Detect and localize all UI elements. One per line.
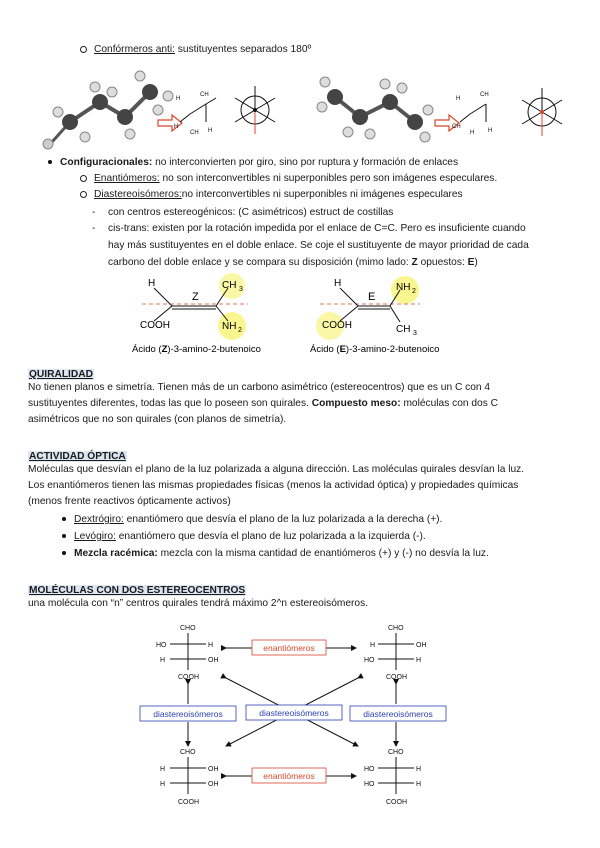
- svg-text:H: H: [176, 96, 181, 102]
- levogiro-label: Levógiro:: [74, 531, 116, 542]
- ball-and-stick-right: [317, 77, 433, 142]
- br-ho2: HO: [364, 781, 375, 788]
- sub1-text: con centros estereogénicos: (C asimétricos) estruct de costillas: [108, 207, 394, 218]
- quiralidad-line2: [28, 396, 498, 411]
- newman-right: [522, 88, 562, 136]
- actividad-line1: Moléculas que desvían el plano de la luz polarizada a alguna dirección. Las moléculas quirales desvían la luz.: [28, 464, 525, 475]
- sub2-line1: cis-trans: existen por la rotación impedida por el enlace de C=C. Pero es insuficiente cuando: [108, 223, 526, 234]
- enantiomeros-text: no son interconvertibles ni superponibles pero son imágenes especulares.: [159, 173, 498, 184]
- mezcla-racemica-line: [62, 546, 489, 561]
- conformeros-anti-text: sustituyentes separados 180º: [174, 44, 312, 55]
- bl-h1: H: [160, 766, 166, 773]
- dot-bullet-icon: [62, 534, 66, 538]
- e-cooh: COOH: [322, 320, 352, 331]
- dextrogiro-line: [62, 512, 442, 527]
- svg-text:H: H: [488, 128, 493, 134]
- bl-cho: CHO: [180, 749, 196, 756]
- tr-h2: H: [416, 657, 422, 664]
- conformeros-anti-label: Confórmeros anti:: [94, 44, 175, 55]
- configuracionales-text: no interconvierten por giro, sino por ruptura y formación de enlaces: [152, 157, 459, 168]
- z-nh2-sub: 2: [238, 327, 242, 334]
- levogiro-text: enantiómero que desvía el plano de luz polarizada a la izquierda (-).: [115, 531, 426, 542]
- e-nh2: NH: [396, 282, 411, 293]
- configuracionales-label: Configuracionales:: [60, 157, 153, 168]
- tl-h1: H: [208, 642, 214, 649]
- diastereo-label: Diastereoisómeros:: [94, 189, 182, 200]
- quiralidad-line1: No tienen planos e simetría. Tienen más de un carbono asimétrico (estereocentros) que es un C con 4: [28, 382, 491, 393]
- diastereo-label-left: diastereoisómeros: [153, 709, 223, 719]
- tl-oh: OH: [208, 657, 219, 664]
- diastereo-text: no interconvertibles ni superponibles ni imágenes especulares: [181, 189, 463, 200]
- e-letter: E: [368, 291, 376, 303]
- z-ch3-sub: 3: [239, 286, 243, 293]
- sawhorse-left: [174, 92, 216, 136]
- enantiomeros-label-top: enantiómeros: [263, 643, 315, 653]
- dos-estereo-line1: una molécula con “n” centros quirales tendrá máximo 2^n estereoisómeros.: [28, 598, 368, 609]
- z-nh2: NH: [222, 321, 237, 332]
- dos-estereo-heading-text: MOLÉCULAS CON DOS ESTEREOCENTROS: [29, 585, 246, 596]
- bl-oh2: OH: [208, 781, 219, 788]
- quiralidad-heading-text: QUIRALIDAD: [29, 369, 93, 380]
- dot-bullet-icon: [62, 517, 66, 521]
- enantiomeros-line: [80, 171, 497, 186]
- tl-ho: HO: [156, 642, 167, 649]
- br-h2: H: [416, 781, 422, 788]
- enantiomeros-label: Enantiómeros:: [94, 173, 160, 184]
- dextrogiro-text: enantiómero que desvía el plano de la luz polarizada a la derecha (+).: [123, 514, 443, 525]
- br-cooh: COOH: [386, 799, 407, 806]
- sub2-line3-a: carbono del doble enlace y se compara su disposición (mimo lado:: [108, 257, 412, 268]
- actividad-line2: Los enantiómeros tienen las mismas propiedades físicas (menos la actividad óptica) y propiedades químicas: [28, 480, 519, 491]
- quiralidad-line3: asimétricos que no son quirales (con planos de simetría).: [28, 414, 287, 425]
- levogiro-line: [62, 529, 426, 544]
- diastereo-label-center: diastereoisómeros: [259, 708, 329, 718]
- enantiomeros-label-bottom: enantiómeros: [263, 771, 315, 781]
- mezcla-racemica-text: mezcla con la misma cantidad de enantiómeros (+) y (-) no desvía la luz.: [157, 548, 489, 559]
- ball-and-stick-left: [43, 71, 173, 149]
- tl-cooh: COOH: [178, 674, 199, 681]
- quiralidad-line2-c: moléculas con dos C: [400, 398, 499, 409]
- tr-h1: H: [370, 642, 376, 649]
- svg-text:CH: CH: [452, 124, 461, 130]
- dash-bullet: -: [92, 223, 96, 234]
- sub2-line3-e: E: [467, 257, 475, 268]
- tr-cho: CHO: [388, 625, 404, 632]
- diastereo-line: [80, 187, 463, 202]
- dextrogiro-label: Dextrógiro:: [74, 514, 124, 525]
- svg-text:CH: CH: [200, 92, 209, 98]
- e-ch3: CH: [396, 324, 411, 335]
- conformeros-anti-line: [80, 42, 311, 57]
- svg-text:H: H: [470, 130, 475, 136]
- tl-h2: H: [160, 657, 166, 664]
- e-h: H: [334, 278, 342, 289]
- sub2-line3-c: ): [474, 257, 478, 268]
- sawhorse-right: [452, 92, 492, 136]
- bl-h2: H: [160, 781, 166, 788]
- dot-bullet-icon: [62, 551, 66, 555]
- z-h: H: [148, 278, 156, 289]
- tr-oh: OH: [416, 642, 427, 649]
- z-alkene: [132, 273, 261, 355]
- tr-ho: HO: [364, 657, 375, 664]
- bl-oh1: OH: [208, 766, 219, 773]
- sub-item-cis-trans: [92, 221, 526, 236]
- configuracionales-line: [48, 155, 458, 170]
- e-ch3-sub: 3: [413, 330, 417, 337]
- quiralidad-line2-a: sustituyentes diferentes, todas las que lo poseen son quirales.: [28, 398, 312, 409]
- tr-cooh: COOH: [386, 674, 407, 681]
- br-h1: H: [416, 766, 422, 773]
- z-ch3: CH: [222, 280, 237, 291]
- conformer-illustrations: [30, 62, 590, 162]
- z-caption: Ácido (Z)-3-amino-2-butenoico: [132, 344, 261, 355]
- fischer-bottom-left: [160, 749, 219, 806]
- fischer-bottom-right: [364, 749, 421, 806]
- sub2-line2: hay más sustituyentes en el doble enlace. Se coje el sustituyente de mayor prioridad de cada: [108, 240, 529, 251]
- sub2-line3-b: opuestos:: [417, 257, 468, 268]
- e-alkene: [310, 276, 439, 355]
- actividad-line3: (menos frente reactivos ópticamente activos): [28, 496, 231, 507]
- svg-text:H: H: [456, 96, 461, 102]
- e-caption: Ácido (E)-3-amino-2-butenoico: [310, 344, 440, 355]
- fischer-top-right: [364, 625, 427, 681]
- z-cooh: COOH: [140, 320, 170, 331]
- tl-cho: CHO: [180, 625, 196, 632]
- z-letter: Z: [192, 291, 199, 303]
- sub2-line3: [108, 255, 478, 270]
- svg-text:CH: CH: [190, 130, 199, 136]
- svg-text:H: H: [174, 124, 179, 130]
- svg-text:CH: CH: [480, 92, 489, 98]
- circle-bullet-icon: [80, 46, 87, 53]
- mezcla-racemica-label: Mezcla racémica:: [74, 548, 158, 559]
- br-cho: CHO: [388, 749, 404, 756]
- sub2-line3-z: Z: [411, 257, 418, 268]
- circle-bullet-icon: [80, 175, 87, 182]
- sub-item-estereogenicos: [92, 205, 393, 220]
- z-e-alkenes-figure: [132, 276, 440, 356]
- dash-bullet: -: [92, 207, 96, 218]
- diastereo-label-right: diastereoisómeros: [363, 709, 433, 719]
- bl-cooh: COOH: [178, 799, 199, 806]
- circle-bullet-icon: [80, 191, 87, 198]
- br-ho1: HO: [364, 766, 375, 773]
- e-nh2-sub: 2: [412, 288, 416, 295]
- dot-bullet-icon: [48, 160, 52, 164]
- compuesto-meso-label: Compuesto meso:: [311, 398, 401, 409]
- fischer-top-left: [156, 625, 219, 681]
- svg-text:H: H: [208, 128, 213, 134]
- actividad-heading-text: ACTIVIDAD ÓPTICA: [29, 451, 126, 462]
- red-arrow-icon: [158, 115, 182, 131]
- newman-left: [235, 86, 275, 134]
- stereoisomer-diagram: [130, 618, 460, 814]
